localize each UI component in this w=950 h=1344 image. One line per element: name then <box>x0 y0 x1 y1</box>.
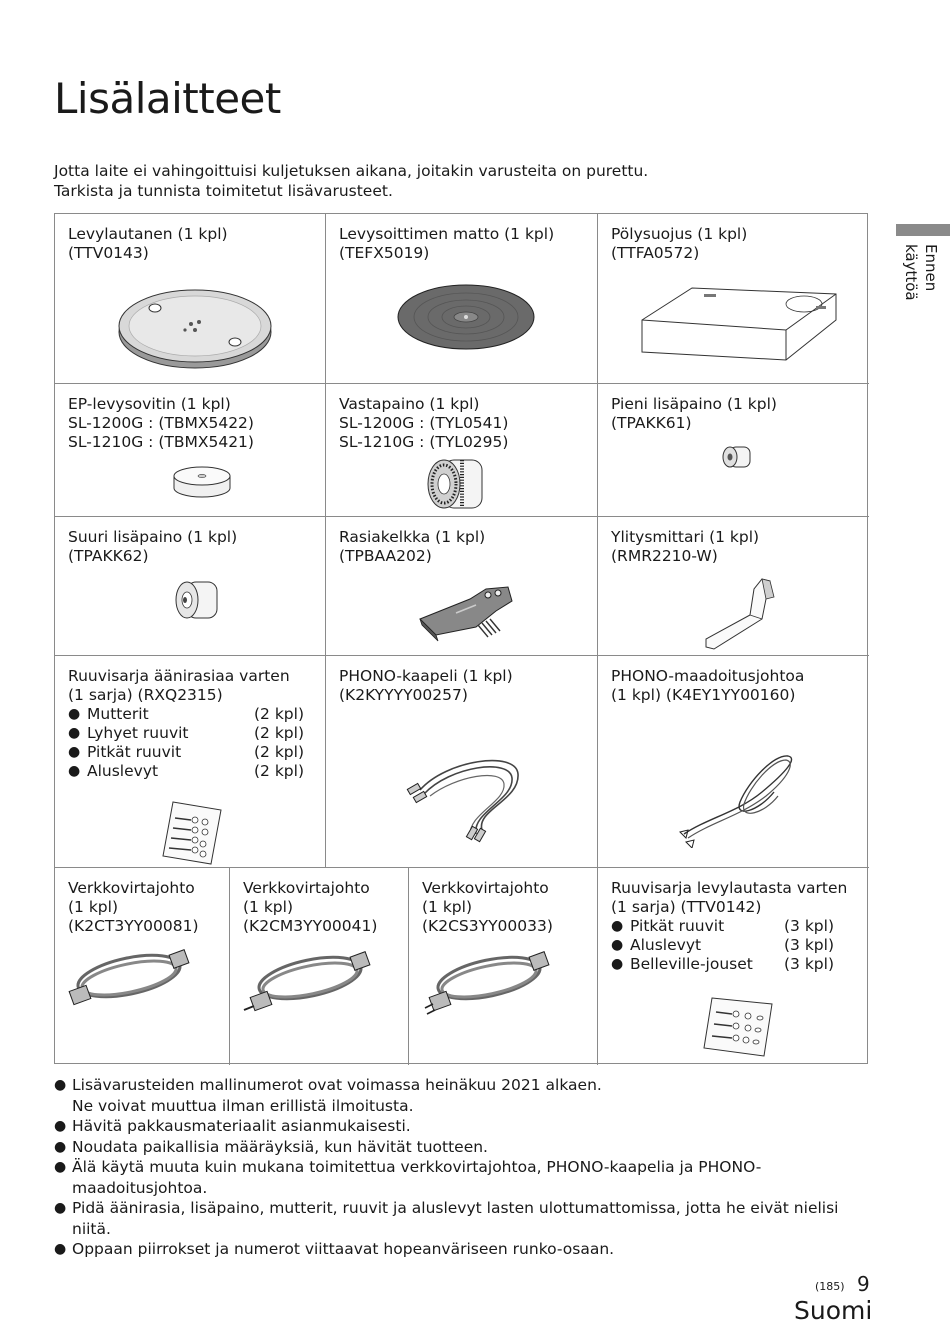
accessory-cell-large-weight: Suuri lisäpaino (1 kpl) (TPAKK62) <box>55 517 326 656</box>
note-item: ● Pidä äänirasia, lisäpaino, mutterit, ruuvit ja aluslevyt lasten ulottumattomissa, jotta he eivät nielisi niitä. <box>54 1198 874 1239</box>
intro-line: Tarkista ja tunnista toimitetut lisävarusteet. <box>54 182 393 200</box>
small-weight-illustration <box>720 444 756 470</box>
counterweight-illustration <box>422 456 488 512</box>
section-tab-marker <box>896 224 950 236</box>
accessory-cell-counterweight: Vastapaino (1 kpl) SL-1200G : (TYL0541) SL-1210G : (TYL0295) <box>326 384 598 517</box>
list-item: ● Lyhyet ruuvit (2 kpl) <box>68 724 325 743</box>
note-item: ● Lisävarusteiden mallinumerot ovat voimassa heinäkuu 2021 alkaen. Ne voivat muuttua ilman erillistä ilmoitusta. <box>54 1075 874 1116</box>
list-item: ● Aluslevyt (3 kpl) <box>611 936 869 955</box>
turntable-platter-illustration <box>115 276 275 372</box>
accessory-cell-headshell: Rasiakelkka (1 kpl) (TPBAA202) <box>326 517 598 656</box>
screw-bag-illustration <box>702 994 774 1058</box>
accessory-table <box>54 213 868 1064</box>
accessory-cell-ac-cord-1: Verkkovirtajohto (1 kpl) (K2CT3YY00081) <box>55 868 230 1065</box>
overhang-gauge-illustration <box>702 575 780 651</box>
turntable-mat-illustration <box>396 282 536 352</box>
accessory-cell-dust-cover: Pölysuojus (1 kpl) (TTFA0572) <box>598 214 869 384</box>
page-number-secondary: (185) <box>815 1280 845 1293</box>
note-item: ● Oppaan piirrokset ja numerot viittaavat hopeanväriseen runko-osaan. <box>54 1239 874 1260</box>
accessory-cell-cartridge-screw-set: Ruuvisarja äänirasiaa varten (1 sarja) (RXQ2315) ● Mutterit (2 kpl) ● Lyhyet ruuvit (2 kpl) ● Pitkät ruuvit (2 kpl) ● Aluslevyt (2 kpl) <box>55 656 326 868</box>
ac-cord-uk-illustration <box>67 942 191 1014</box>
list-item: ● Pitkät ruuvit (3 kpl) <box>611 917 869 936</box>
ground-wire-illustration <box>678 752 800 848</box>
notes-list <box>54 1075 874 1260</box>
page-number: 9 <box>857 1272 870 1296</box>
accessory-cell-ac-cord-3: Verkkovirtajohto (1 kpl) (K2CS3YY00033) <box>409 868 598 1065</box>
list-item: ● Belleville-jouset (3 kpl) <box>611 955 869 974</box>
section-tab-label: Ennen käyttöä <box>902 244 940 301</box>
page-title: Lisälaitteet <box>54 74 281 123</box>
ac-cord-ch-illustration <box>421 944 551 1024</box>
screw-bag-illustration <box>161 798 223 866</box>
accessory-cell-turntable-platter: Levylautanen (1 kpl) (TTV0143) <box>55 214 326 384</box>
list-item: ● Mutterit (2 kpl) <box>68 705 325 724</box>
list-item: ● Aluslevyt (2 kpl) <box>68 762 325 781</box>
intro-text <box>54 161 648 201</box>
note-item: ● Noudata paikallisia määräyksiä, kun hävität tuotteen. <box>54 1137 874 1158</box>
note-item: ● Älä käytä muuta kuin mukana toimitettua verkkovirtajohtoa, PHONO-kaapelia ja PHONO- maadoitusjohtoa. <box>54 1157 874 1198</box>
headshell-illustration <box>416 581 518 645</box>
ep-adapter-illustration <box>171 464 233 500</box>
language-label: Suomi <box>794 1296 873 1325</box>
note-item: ● Hävitä pakkausmateriaalit asianmukaisesti. <box>54 1116 874 1137</box>
large-weight-illustration <box>171 577 221 623</box>
accessory-cell-small-weight: Pieni lisäpaino (1 kpl) (TPAKK61) <box>598 384 869 517</box>
dust-cover-illustration <box>636 280 842 376</box>
accessory-cell-ep-adapter: EP-levysovitin (1 kpl) SL-1200G : (TBMX5422) SL-1210G : (TBMX5421) <box>55 384 326 517</box>
accessory-cell-turntable-mat: Levysoittimen matto (1 kpl) (TEFX5019) <box>326 214 598 384</box>
accessory-cell-phono-cable: PHONO-kaapeli (1 kpl) (K2KYYYY00257) <box>326 656 598 868</box>
accessory-cell-overhang-gauge: Ylitysmittari (1 kpl) (RMR2210-W) <box>598 517 869 656</box>
ac-cord-eu-illustration <box>242 944 372 1024</box>
list-item: ● Pitkät ruuvit (2 kpl) <box>68 743 325 762</box>
intro-line: Jotta laite ei vahingoittuisi kuljetuksen aikana, joitakin varusteita on purettu. <box>54 162 649 180</box>
phono-cable-illustration <box>406 750 526 844</box>
accessory-cell-phono-ground-wire: PHONO-maadoitusjohtoa (1 kpl) (K4EY1YY00160) <box>598 656 869 868</box>
accessory-cell-ac-cord-2: Verkkovirtajohto (1 kpl) (K2CM3YY00041) <box>230 868 409 1065</box>
accessory-cell-platter-screw-set: Ruuvisarja levylautasta varten (1 sarja) (TTV0142) ● Pitkät ruuvit (3 kpl) ● Aluslevyt (3 kpl) ● Belleville-jouset (3 kpl) <box>598 868 869 1065</box>
